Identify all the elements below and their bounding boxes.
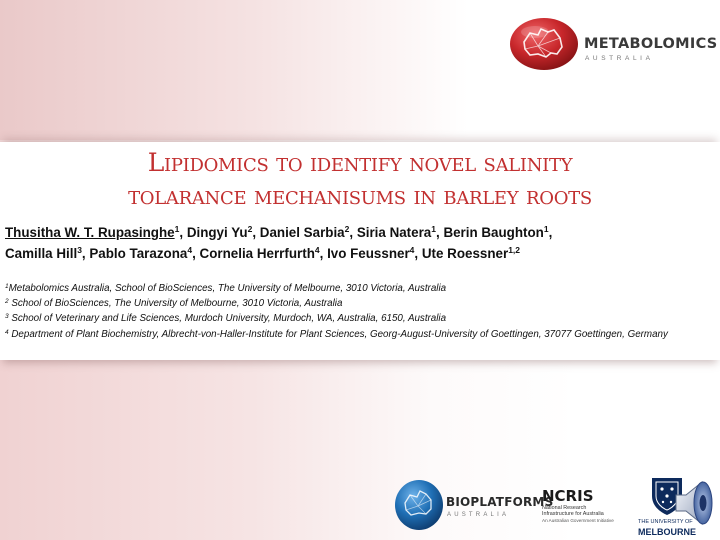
affiliation-number: 4 <box>5 328 9 336</box>
presentation-title <box>0 146 720 212</box>
author-list: Thusitha W. T. Rupasinghe$^1$, Dingyi Yu$^2$, Daniel Sarbia$^2$, Siria Natera$^1$, Berin Baughton$^1$, Camilla Hill$^3$, Pablo Tarazona$^4$, Cornelia Herrfurth$^4$, Ivo Feussner$^4$, Ute Roessner$^{1,2}$ <box>5 224 553 261</box>
bioplatforms-globe-icon <box>393 477 445 532</box>
affiliation-list <box>5 281 717 342</box>
affiliation-text: Metabolomics Australia, School of BioSciences, The University of Melbourne, 3010 Victoria, Australia <box>8 283 447 294</box>
author-affiliation-number: 1,2 <box>508 245 521 255</box>
bioplatforms-logo-subtitle: AUSTRALIA <box>447 512 510 518</box>
affiliation-number: 2 <box>5 298 9 306</box>
author-affiliation-number: 3 <box>77 245 82 255</box>
ncris-logo-name: NCRIS <box>542 487 594 505</box>
title-line-1: Lipidomics to identify novel salinity <box>147 148 573 177</box>
ncris-logo-line-2: Infrastructure for Australia <box>542 511 604 517</box>
author-affiliation-number: 4 <box>409 245 415 255</box>
author-name: Dingyi Yu <box>186 225 248 240</box>
affiliation-item <box>5 296 717 311</box>
affiliation-text: Department of Plant Biochemistry, Albrecht-von-Haller-Institute for Plant Sciences, Georg-August-University of Goettingen, 37077 Goettingen, Germany <box>8 328 668 340</box>
speaker-icon[interactable] <box>672 478 716 528</box>
author-affiliation-number: 4 <box>314 245 320 255</box>
affiliation-item <box>5 281 717 296</box>
metabolomics-logo-subtitle: AUSTRALIA <box>585 55 654 62</box>
bioplatforms-australia-logo <box>393 477 554 532</box>
ncris-logo-line-3: An Australian Government Initiative <box>542 518 614 523</box>
melbourne-logo-line-2: MELBOURNE <box>638 527 696 537</box>
author-name: Daniel Sarbia <box>259 225 345 240</box>
affiliation-item <box>5 311 717 326</box>
affiliation-number: 3 <box>5 313 9 321</box>
author-name: Ute Roessner <box>421 246 509 261</box>
metabolomics-australia-logo <box>508 16 718 72</box>
author-affiliation-number: 4 <box>187 245 193 255</box>
author-affiliation-number: 2 <box>344 224 350 234</box>
affiliation-text: School of Veterinary and Life Sciences, Murdoch University, Murdoch, WA, Australia, 6150, Australia <box>8 313 447 325</box>
author-name: Ivo Feussner <box>327 246 410 261</box>
author-name: Berin Baughton <box>443 225 544 240</box>
author-affiliation-number: 1 <box>431 224 436 234</box>
title-line-2: tolarance mechanisums in barley roots <box>128 181 592 210</box>
melbourne-logo-line-1: THE UNIVERSITY OF <box>638 519 693 525</box>
ncris-logo-line-1: National Research <box>542 505 587 511</box>
author-name: Camilla Hill <box>5 246 78 261</box>
metabolomics-globe-icon <box>508 16 580 72</box>
metabolomics-logo-name: METABOLOMICS <box>584 36 718 52</box>
author-name: Pablo Tarazona <box>89 246 188 261</box>
author-affiliation-number: 1 <box>543 224 549 234</box>
bioplatforms-logo-name: BIOPLATFORMS <box>446 495 554 509</box>
author-name: Siria Natera <box>356 225 432 240</box>
affiliation-item <box>5 327 717 342</box>
author-name: Thusitha W. T. Rupasinghe <box>5 225 175 240</box>
author-affiliation-number: 1 <box>174 224 180 234</box>
author-affiliation-number: 2 <box>247 224 253 234</box>
affiliation-number: 1 <box>5 283 9 290</box>
affiliation-text: School of BioSciences, The University of Melbourne, 3010 Victoria, Australia <box>8 298 343 310</box>
ncris-logo <box>542 487 626 527</box>
author-name: Cornelia Herrfurth <box>199 246 315 261</box>
